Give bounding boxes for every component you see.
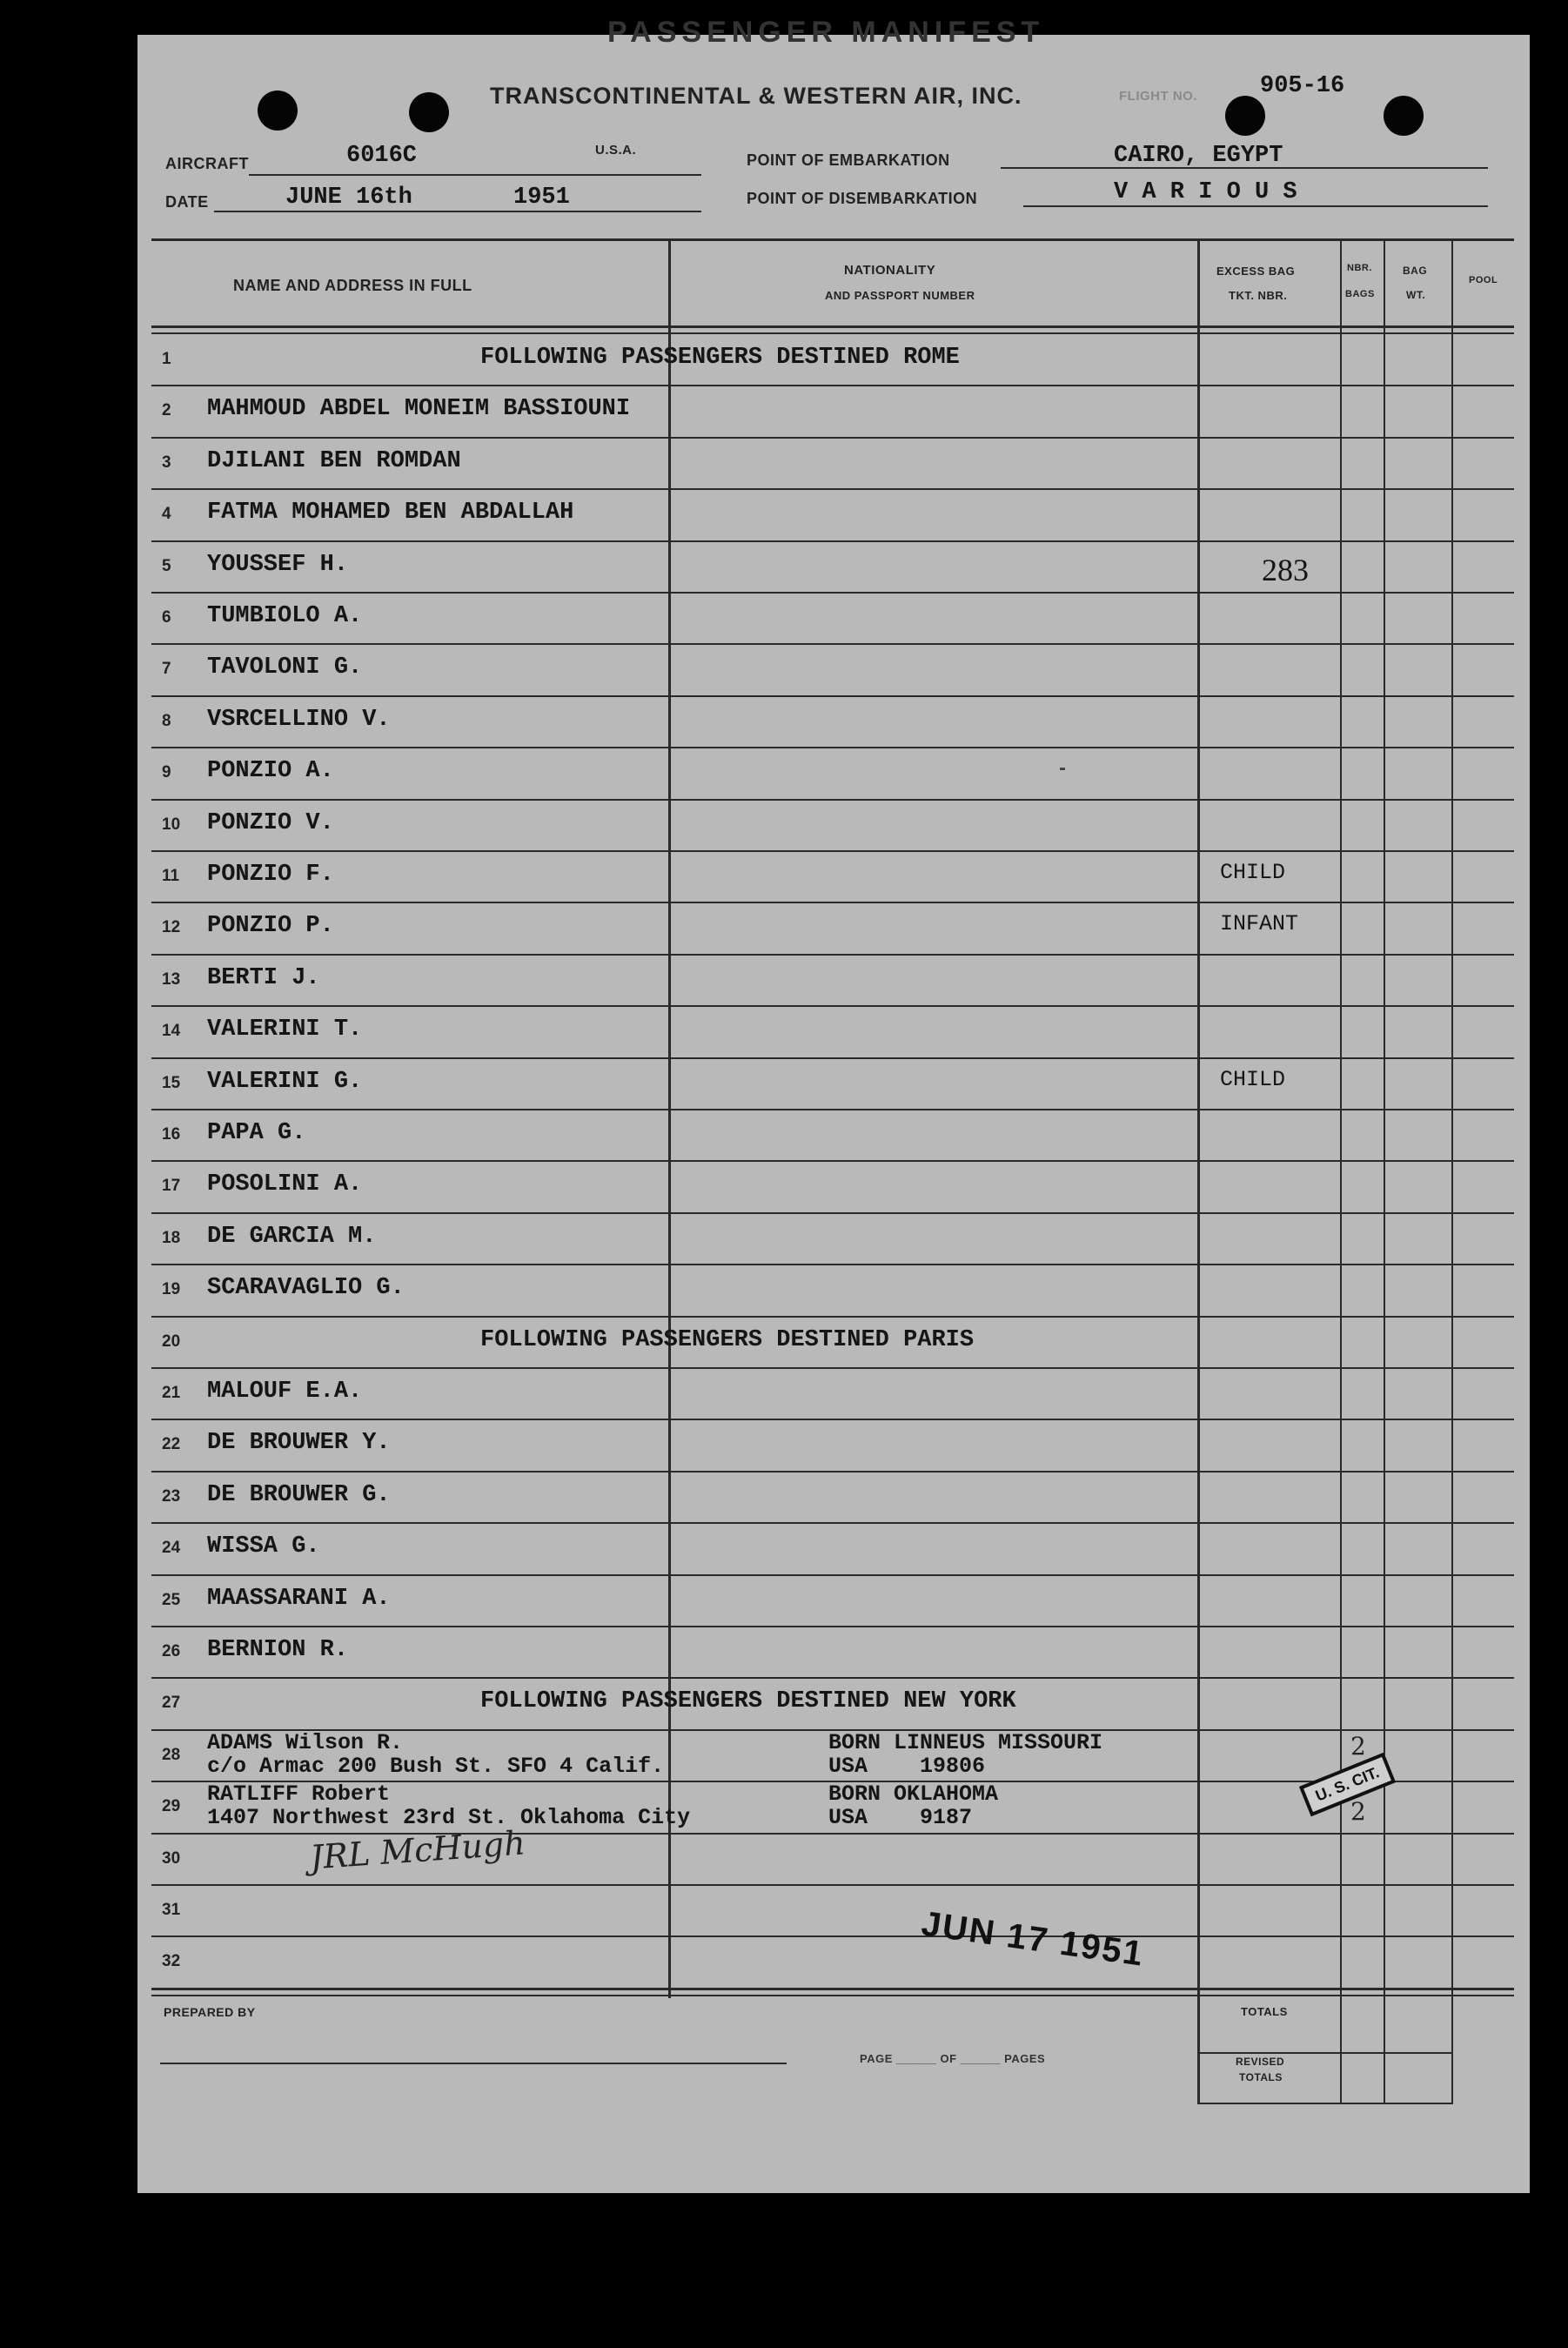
passenger-name: WISSA G. [207,1533,320,1560]
row-rule [151,902,1514,903]
row-number: 4 [162,505,171,523]
manifest-sheet [137,16,1530,2193]
row-number: 21 [162,1384,181,1402]
passenger-name: MAASSARANI A. [207,1586,391,1612]
row-number: 13 [162,970,181,989]
passenger-address: 1407 Northwest 23rd St. Oklahoma City [207,1805,691,1830]
row-number: 18 [162,1229,181,1247]
row-rule [151,385,1514,386]
disembarkation-point: V A R I O U S [1114,179,1297,205]
excess-bag-note: 283 [1262,553,1309,587]
received-date-stamp: JUN 17 1951 [919,1904,1147,1974]
excess-bag-note: INFANT [1220,911,1299,936]
row-rule [151,1212,1514,1214]
passenger-name: SCARAVAGLIO G. [207,1275,405,1301]
aircraft-number: 6016C [346,143,418,169]
row-rule [151,1419,1514,1420]
passenger-name: TUMBIOLO A. [207,603,363,629]
row-number: 25 [162,1591,181,1609]
page-of-label: PAGE ______ OF ______ PAGES [860,2052,1046,2065]
row-number: 29 [162,1797,181,1815]
passenger-address: c/o Armac 200 Bush St. SFO 4 Calif. [207,1754,665,1779]
manifest-title: PASSENGER MANIFEST [607,16,1045,49]
row-rule [151,1522,1514,1524]
bag-count: 2 [1350,1732,1366,1761]
passenger-name: TAVOLONI G. [207,654,363,681]
row-rule [151,1884,1514,1886]
col-ticket-header: TKT. NBR. [1229,289,1288,302]
passenger-name: YOUSSEF H. [207,552,349,578]
prepared-by-label: PREPARED BY [164,2005,256,2019]
destination-heading: FOLLOWING PASSENGERS DESTINED PARIS [480,1327,975,1353]
row-number: 20 [162,1332,181,1351]
row-number: 23 [162,1487,181,1506]
revised-label: REVISED [1236,2056,1285,2068]
passenger-name: PONZIO V. [207,810,334,836]
embarkation-label: POINT OF EMBARKATION [747,151,950,169]
destination-heading: FOLLOWING PASSENGERS DESTINED NEW YORK [480,1688,1016,1714]
col-bag-header: BAG [1403,265,1428,277]
row-rule [151,1316,1514,1318]
row-number: 10 [162,815,181,834]
row-rule [151,954,1514,956]
excess-bag-note: CHILD [1220,860,1286,885]
row-number: 32 [162,1952,181,1970]
passenger-name: FATMA MOHAMED BEN ABDALLAH [207,500,574,526]
row-number: 31 [162,1901,181,1919]
row-rule [151,1574,1514,1576]
bag-count: 2 [1350,1797,1366,1826]
col-wt-header: WT. [1406,289,1426,301]
col-nbr-header: NBR. [1347,263,1372,273]
passenger-name: DE BROUWER Y. [207,1430,391,1456]
row-number: 14 [162,1022,181,1040]
row-rule [151,850,1514,852]
row-number: 1 [162,350,171,368]
row-rule [151,1626,1514,1627]
row-rule [151,1833,1514,1835]
col-bags-header: BAGS [1345,289,1375,299]
punch-hole [1384,96,1424,136]
row-number: 16 [162,1125,181,1144]
row-number: 15 [162,1074,181,1092]
row-number: 12 [162,918,181,936]
passenger-name: RATLIFF Robert [207,1781,391,1807]
row-rule [151,1264,1514,1265]
row-rule [151,643,1514,645]
row-number: 5 [162,557,171,575]
passenger-name: PAPA G. [207,1120,306,1146]
disembarkation-label: POINT OF DISEMBARKATION [747,190,978,207]
passenger-name: BERTI J. [207,965,320,991]
passenger-passport: USA 19806 [828,1754,986,1779]
passenger-name: MALOUF E.A. [207,1379,363,1405]
row-number: 9 [162,763,171,782]
row-number: 30 [162,1849,181,1868]
col-nationality-header: NATIONALITY [844,263,936,278]
passenger-birthplace: BORN LINNEUS MISSOURI [828,1730,1103,1755]
passenger-name: DJILANI BEN ROMDAN [207,448,461,474]
row-number: 28 [162,1746,181,1764]
row-rule [151,540,1514,542]
passenger-name: VALERINI G. [207,1069,363,1095]
passenger-name: BERNION R. [207,1637,349,1663]
excess-bag-note: CHILD [1220,1067,1286,1092]
passenger-name: PONZIO A. [207,758,334,784]
col-excess-header: EXCESS BAG [1216,265,1296,278]
row-rule [151,1471,1514,1473]
row-number: 27 [162,1694,181,1712]
row-rule [151,1005,1514,1007]
us-citizen-stamp: U. S. CIT. [1299,1753,1396,1817]
row-number: 22 [162,1435,181,1453]
passenger-name: MAHMOUD ABDEL MONEIM BASSIOUNI [207,396,631,422]
row-number: 24 [162,1539,181,1557]
row-number: 11 [162,867,180,885]
passenger-name: DE BROUWER G. [207,1482,391,1508]
row-number: 6 [162,608,171,627]
col-pool-header: POOL [1469,275,1498,285]
row-rule [151,1057,1514,1059]
paper-mark [1060,768,1065,770]
passenger-name: POSOLINI A. [207,1171,363,1197]
aircraft-label: AIRCRAFT [165,155,249,172]
row-rule [151,1160,1514,1162]
row-number: 19 [162,1280,181,1298]
col-passport-header: AND PASSPORT NUMBER [825,289,975,302]
date-year: 1951 [513,184,570,211]
usa-label: U.S.A. [595,143,637,158]
totals-label: TOTALS [1241,2005,1288,2018]
row-number: 2 [162,401,171,419]
punch-hole [1225,96,1265,136]
row-rule [151,799,1514,801]
passenger-name: VALERINI T. [207,1016,363,1043]
row-rule [151,1367,1514,1369]
date-label: DATE [165,193,209,211]
row-rule [151,695,1514,697]
row-rule [151,592,1514,594]
row-number: 3 [162,453,171,472]
row-rule [151,1109,1514,1110]
row-number: 26 [162,1642,181,1660]
company-name: TRANSCONTINENTAL & WESTERN AIR, INC. [490,83,1022,109]
row-rule [151,488,1514,490]
row-number: 7 [162,660,171,678]
row-rule [151,1935,1514,1937]
revised-totals-label: TOTALS [1239,2071,1283,2083]
row-rule [151,1677,1514,1679]
row-number: 8 [162,712,171,730]
passenger-name: PONZIO F. [207,862,334,888]
flight-number-label: FLIGHT NO. [1119,89,1197,104]
embarkation-point: CAIRO, EGYPT [1114,143,1283,169]
passenger-name: PONZIO P. [207,913,334,939]
passenger-name: DE GARCIA M. [207,1224,377,1250]
passenger-passport: USA 9187 [828,1805,973,1830]
flight-number: 905-16 [1260,73,1345,99]
punch-hole [258,91,298,131]
row-rule [151,437,1514,439]
col-name-header: NAME AND ADDRESS IN FULL [233,277,472,294]
signature: JRL McHugh [308,1823,526,1877]
row-number: 17 [162,1177,181,1195]
date-month-day: JUNE 16th [285,184,412,211]
destination-heading: FOLLOWING PASSENGERS DESTINED ROME [480,345,960,371]
passenger-name: VSRCELLINO V. [207,707,391,733]
passenger-name: ADAMS Wilson R. [207,1730,404,1755]
row-rule [151,747,1514,748]
punch-hole [409,92,449,132]
passenger-birthplace: BORN OKLAHOMA [828,1781,999,1807]
